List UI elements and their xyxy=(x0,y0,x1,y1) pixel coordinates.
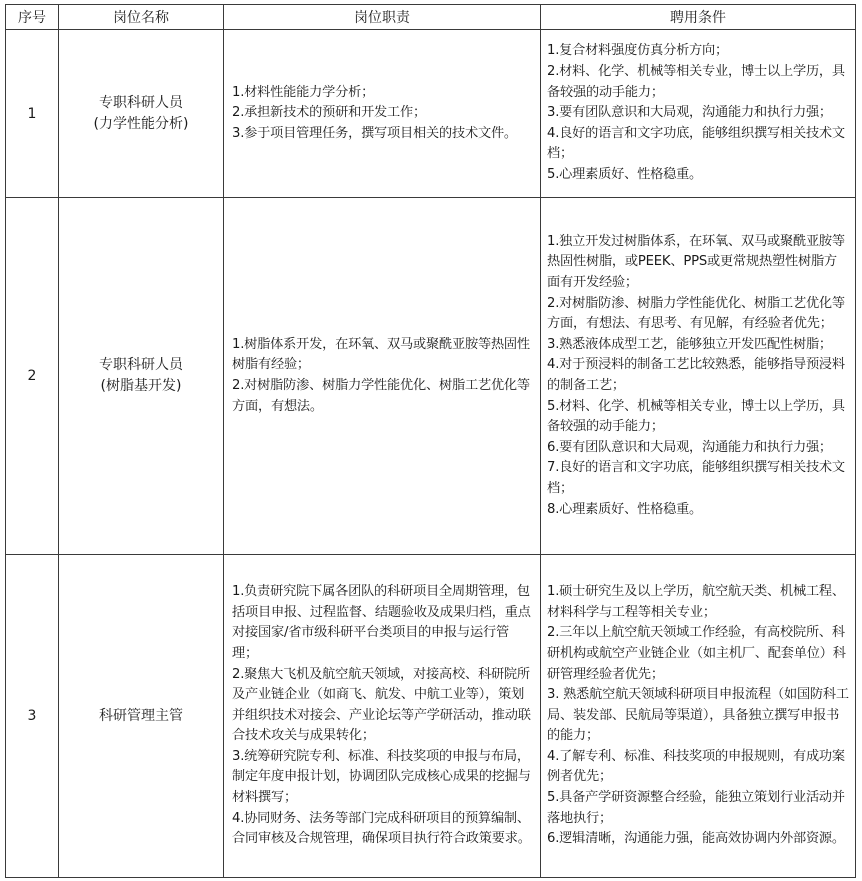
table-row xyxy=(6,555,856,878)
requirement-item: 3. 熟悉航空航天领域科研项目申报流程（如国防科工局、装发部、民航局等渠道），具备独立撰写申报书的能力； xyxy=(547,687,849,744)
duty-item: 1.材料性能能力学分析； xyxy=(232,84,375,100)
position-title-line: (力学性能分析) xyxy=(93,115,189,132)
row-index: 1 xyxy=(6,30,59,198)
header-position: 岗位名称 xyxy=(59,5,224,30)
duty-item: 1.树脂体系开发，在环氧、双马或聚酰亚胺等热固性树脂有经验； xyxy=(232,336,530,373)
requirement-item: 2.材料、化学、机械等相关专业，博士以上学历，具备较强的动手能力； xyxy=(547,64,845,100)
requirements-cell xyxy=(541,198,856,555)
duties-cell xyxy=(224,30,541,198)
requirement-item: 3.熟悉液体成型工艺，能够独立开发匹配性树脂； xyxy=(547,336,832,352)
position-title xyxy=(59,30,224,198)
header-index: 序号 xyxy=(6,5,59,30)
header-requirements: 聘用条件 xyxy=(541,5,856,30)
duties-cell xyxy=(224,555,541,878)
position-title-line: (树脂基开发) xyxy=(100,378,182,394)
recruitment-table xyxy=(5,4,856,878)
position-title xyxy=(59,198,224,555)
requirement-item: 6.要有团队意识和大局观，沟通能力和执行力强； xyxy=(547,439,832,455)
requirement-item: 6.逻辑清晰，沟通能力强，能高效协调内外部资源。 xyxy=(547,831,845,847)
row-index: 3 xyxy=(6,555,59,878)
table-row xyxy=(6,30,856,198)
requirement-item: 3.要有团队意识和大局观，沟通能力和执行力强； xyxy=(547,105,832,121)
requirement-item: 5.材料、化学、机械等相关专业，博士以上学历，具备较强的动手能力； xyxy=(547,398,845,435)
requirement-item: 2.三年以上航空航天领域工作经验，有高校院所、科研机构或航空产业链企业（如主机厂、配套单位）科研管理经验者优先； xyxy=(547,625,846,682)
requirement-item: 1.独立开发过树脂体系，在环氧、双马或聚酰亚胺等热固性树脂，或PEEK、PPS或更常规热塑性树脂方面有开发经验； xyxy=(547,233,845,291)
requirement-item: 8.心理素质好、性格稳重。 xyxy=(547,501,703,517)
duty-item: 3.统筹研究院专利、标准、科技奖项的申报与布局，制定年度申报计划，协调团队完成核心成果的挖掘与材料撰写； xyxy=(232,748,531,806)
requirement-item: 7.良好的语言和文字功底，能够组织撰写相关技术文档； xyxy=(547,460,845,496)
position-title xyxy=(59,555,224,878)
requirement-item: 1.硕士研究生及以上学历，航空航天类、机械工程、材料科学与工程等相关专业； xyxy=(547,584,845,620)
duty-item: 4.协同财务、法务等部门完成科研项目的预算编制、合同审核及合规管理，确保项目执行符合政策要求。 xyxy=(232,810,531,847)
table-row xyxy=(6,198,856,555)
duty-item: 3.参于项目管理任务，撰写项目相关的技术文件。 xyxy=(232,125,517,141)
requirement-item: 5.心理素质好、性格稳重。 xyxy=(547,166,703,182)
position-title-line: 专职科研人员 xyxy=(99,357,183,373)
requirement-item: 5.具备产学研资源整合经验，能独立策划行业活动并落地执行； xyxy=(547,790,845,826)
duties-cell xyxy=(224,198,541,555)
duty-item: 2.承担新技术的预研和开发工作； xyxy=(232,105,427,121)
requirement-item: 1.复合材料强度仿真分析方向； xyxy=(547,43,729,59)
requirement-item: 2.对树脂防渗、树脂力学性能优化、树脂工艺优化等方面，有想法、有思考、有见解，有经验者优先； xyxy=(547,295,845,332)
duty-item: 1.负责研究院下属各团队的科研项目全周期管理，包括项目申报、过程监督、结题验收及成果归档，重点对接国家/省市级科研平台类项目的申报与运行管理； xyxy=(232,584,531,661)
header-row xyxy=(6,5,856,30)
requirement-item: 4.对于预浸料的制备工艺比较熟悉，能够指导预浸料的制备工艺； xyxy=(547,357,845,393)
duty-item: 2.聚焦大飞机及航空航天领域，对接高校、科研院所及产业链企业（如商飞、航发、中航工业等），策划并组织技术对接会、产业论坛等产学研活动，推动联合技术攻关与成果转化； xyxy=(232,666,531,744)
requirements-cell xyxy=(541,30,856,198)
requirement-item: 4.良好的语言和文字功底，能够组织撰写相关技术文档； xyxy=(547,125,845,162)
row-index: 2 xyxy=(6,198,59,555)
duty-item: 2.对树脂防渗、树脂力学性能优化、树脂工艺优化等方面，有想法。 xyxy=(232,378,530,414)
requirements-cell xyxy=(541,555,856,878)
requirement-item: 4.了解专利、标准、科技奖项的申报规则，有成功案例者优先； xyxy=(547,748,845,785)
header-duties: 岗位职责 xyxy=(224,5,541,30)
position-title-line: 科研管理主管 xyxy=(99,707,183,724)
position-title-line: 专职科研人员 xyxy=(99,94,183,111)
